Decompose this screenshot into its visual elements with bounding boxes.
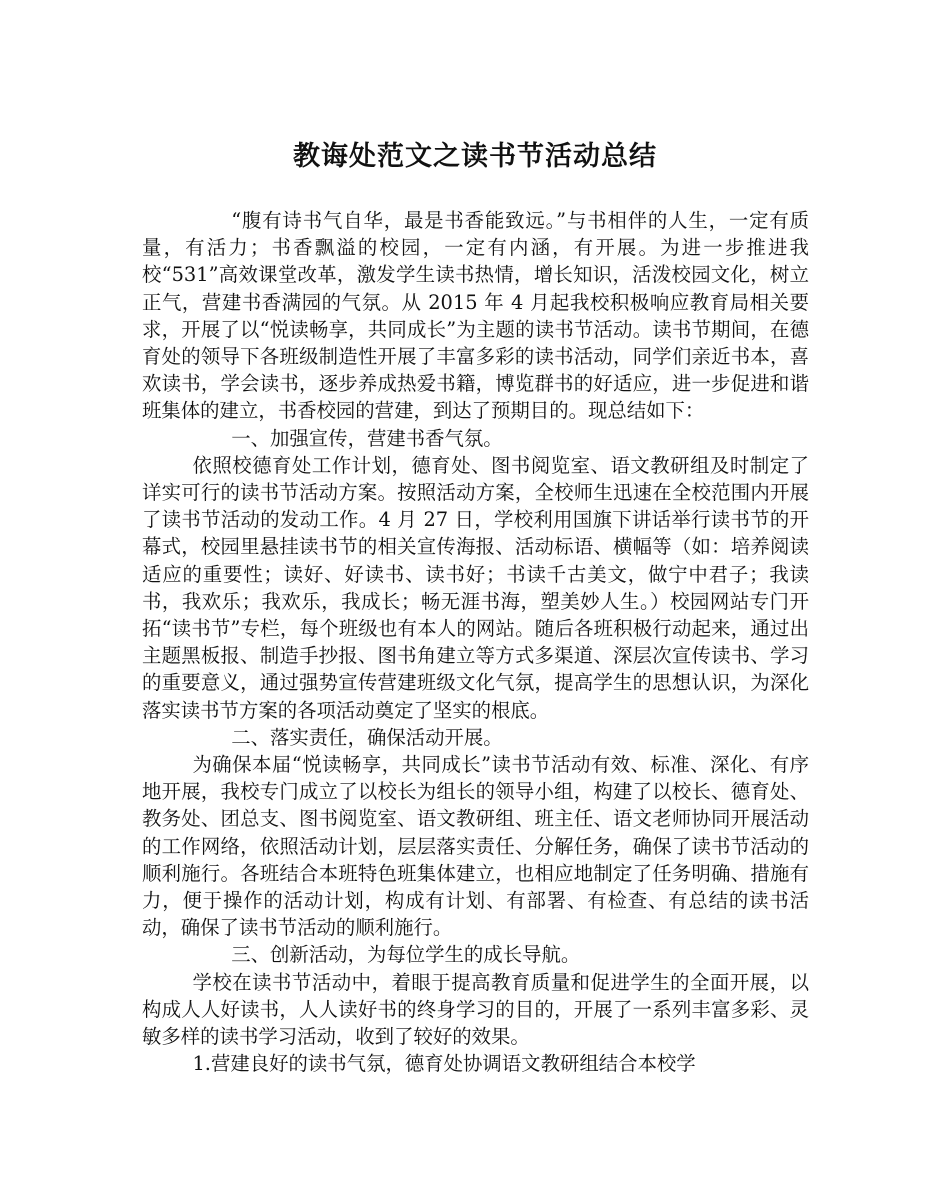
document-title: 教诲处范文之读书节活动总结 bbox=[293, 141, 657, 172]
section-heading-3: 三、创新活动，为每位学生的成长导航。 bbox=[231, 943, 581, 967]
list-item-1: 1.营建良好的读书气氛，德育处协调语文教研组结合本校学 bbox=[192, 1052, 696, 1076]
section-paragraph-1: 依照校德育处工作计划，德育处、图书阅览室、语文教研组及时制定了详实可行的读书节活动方案。按照活动方案，全校师生迅速在全校范围内开展了读书节活动的发动工作。4 月 27 日，学校利用国旗下讲话举行读书节的开幕式，校园里悬挂读书节的相关宣传海报、活动标语、横幅等（如：培养阅读适应的重要性；读好、好读书、读书好；书读千古美文，做宁中君子；我读书，我欢乐；我欢乐，我成长；畅无涯书海，塑美妙人生。）校园网站专门开拓“读书节”专栏，每个班级也有本人的网站。随后各班积极行动起来，通过出主题黑板报、制造手抄报、图书角建立等方式多渠道、深层次宣传读书、学习的重要意义，通过强势宣传营建班级文化气氛，提高学生的思想认识，为深化落实读书节方案的各项活动奠定了坚实的根底。 bbox=[142, 453, 809, 722]
section-paragraph-2: 为确保本届“悦读畅享，共同成长”读书节活动有效、标准、深化、有序地开展，我校专门成立了以校长为组长的领导小组，构建了以校长、德育处、教务处、团总支、图书阅览室、语文教研组、班主任、语文老师协同开展活动的工作网络，依照活动计划，层层落实责任、分解任务，确保了读书节活动的顺利施行。各班结合本班特色班集体建立，也相应地制定了任务明确、措施有力，便于操作的活动计划，构成有计划、有部署、有检查、有总结的读书活动，确保了读书节活动的顺利施行。 bbox=[142, 753, 809, 940]
document-body bbox=[142, 207, 809, 1078]
section-paragraph-3: 学校在读书节活动中，着眼于提高教育质量和促进学生的全面开展，以构成人人好读书，人人读好书的终身学习的目的，开展了一系列丰富多彩、灵敏多样的读书学习活动，收到了较好的效果。 bbox=[142, 970, 809, 1049]
section-heading-2: 二、落实责任，确保活动开展。 bbox=[231, 725, 503, 749]
intro-paragraph: “腹有诗书气自华，最是书香能致远。”与书相伴的人生，一定有质量，有活力；书香飘溢的校园，一定有内涵，有开展。为进一步推进我校“531”高效课堂改革，激发学生读书热情，增长知识，活泼校园文化，树立正气，营建书香满园的气氛。从 2015 年 4 月起我校积极响应教育局相关要求，开展了以“悦读畅享，共同成长”为主题的读书节活动。读书节期间，在德育处的领导下各班级制造性开展了丰富多彩的读书活动，同学们亲近书本，喜欢读书，学会读书，逐步养成热爱书籍，博览群书的好适应，进一步促进和谐班集体的建立，书香校园的营建，到达了预期目的。现总结如下： bbox=[142, 209, 809, 423]
section-heading-1: 一、加强宣传，营建书香气氛。 bbox=[231, 426, 503, 450]
